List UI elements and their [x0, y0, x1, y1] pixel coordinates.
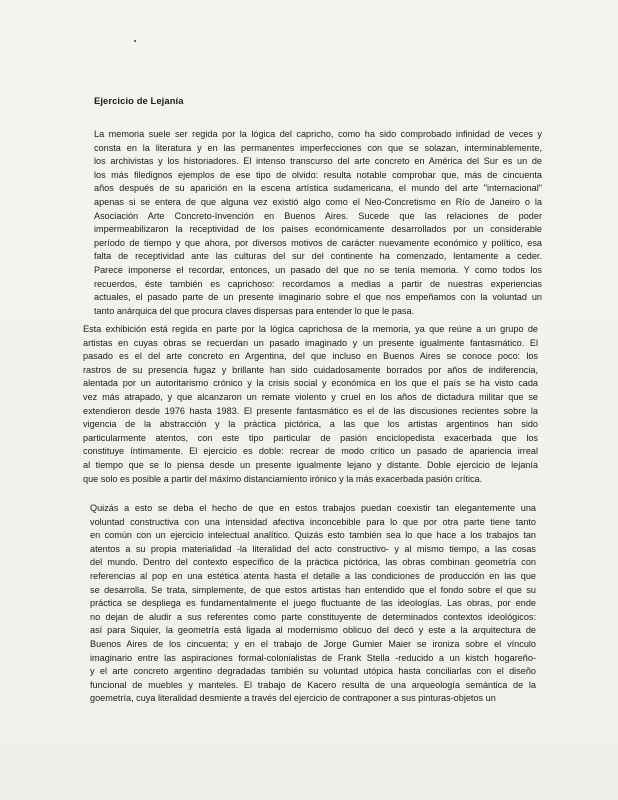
- text-line: Asociación Arte Concreto-Invención en Buenos Aires. Sucede que las relaciones de poder: [94, 210, 542, 221]
- text-line: pasado es el del arte concreto en Argentina, del que incluso en Buenos Aires se conoce poco: los: [83, 351, 538, 362]
- text-line: apenas si se entera de que alguna vez existió algo como el Neo-Concretismo en Río de Janeiro o la: [94, 196, 542, 207]
- text-line: período de tiempo y que ahora, por diversos motivos de carácter nuevamente económico y político, esa: [94, 237, 542, 248]
- text-line: recuerdos, éste también es caprichoso: recordamos a medias a partir de nuestras experiencias: [94, 278, 542, 289]
- text-line: voluntad constructiva con una intensidad afectiva inconcebible para lo que por otra parte tiene tanto: [90, 516, 536, 527]
- text-line: tanto anárquica del que procura claves dispersas para entender lo que le pasa.: [94, 305, 415, 316]
- paragraph-2: [83, 323, 538, 486]
- scan-speck: [134, 40, 136, 42]
- text-line: actuales, el pasado parte de un presente imaginario sobre el que nos empeñamos con la voluntad un: [94, 292, 542, 303]
- text-line: Buenos Aires de los cincuenta; y en el trabajo de Jorge Gumier Maier se ironiza sobre el vínculo: [90, 638, 536, 649]
- text-line: Esta exhibición está regida en parte por la lógica caprichosa de la memoria, ya que reúne a un grupo de: [83, 324, 538, 334]
- text-line: y el arte concreto argentino degradadas también su voluntad utópica hasta conciliarlas con el diseño: [90, 666, 536, 677]
- text-line: funcional de muebles y manteles. El trabajo de Kacero resulta de una arqueología semántica de la: [90, 679, 536, 690]
- text-line: rastros de su presencia fugaz y brillante han sido cuidadosamente borrados por años de indiferencia,: [83, 364, 538, 375]
- text-line: así para Siquier, la geometría está ligada al modernismo oblicuo del decó y este a la arquitectura de: [90, 625, 536, 636]
- text-line: La memoria suele ser regida por la lógica del capricho, como ha sido comprobado infinidad de veces y: [94, 129, 542, 139]
- paragraph-1: [94, 128, 542, 318]
- paragraph-3: [90, 502, 536, 706]
- section-heading: Ejercicio de Lejanía: [94, 95, 184, 106]
- text-line: imaginario entre las aspiraciones formal-colonialistas de Frank Stella -reducido a un kistch hogareño-: [90, 652, 536, 663]
- text-line: falta de receptividad ante las culturas del sur del continente ha comenzado, lentamente a ceder.: [94, 251, 542, 262]
- text-line: consta en la literatura y en las permanentes imperfecciones con que se solazan, interminablemente,: [94, 142, 542, 153]
- text-line: Quizás a esto se deba el hecho de que en estos trabajos puedan coexistir tan elegantemente una: [90, 503, 536, 513]
- text-line: alentada por un autoritarismo crónico y la crisis social y económica en los que el país se ha visto cada: [83, 378, 538, 389]
- text-line: atentos a su propia materialidad -la literalidad del acto constructivo- y al mismo tiempo, a las cosas: [90, 543, 536, 554]
- text-line: particularmente atentos, con este tipo particular de pasión enciclopedista exacerbada que los: [83, 432, 538, 443]
- text-line: años después de su aparición en la escena artística sudamericana, el mundo del arte "internacional": [94, 183, 542, 194]
- text-line: que solo es posible a partir del máximo distanciamiento irónico y la más exacerbada pasión crítica.: [83, 473, 483, 484]
- text-line: se desarrolla. Se trata, simplemente, de que estos artistas han entendido que el fondo sobre el que su: [90, 584, 536, 595]
- text-line: en común con un ejercicio intelectual analítico. Quizás esto también sea lo que hace a los trabajos tan: [90, 530, 536, 541]
- text-line: goemetría, cuya literalidad desmiente a través del ejercicio de contraponer a sus pinturas-objetos un: [90, 693, 496, 704]
- text-line: los archivistas y los historiadores. El intenso transcurso del arte concreto en América del Sur es un de: [94, 156, 542, 167]
- text-line: no dejan de aludir a sus referentes como parte constituyente de determinados contextos ideológicos:: [90, 611, 536, 622]
- text-line: artistas en cuyas obras se recuerdan un pasado imaginado y un presente igualmente fantasmático. El: [83, 337, 538, 348]
- text-line: impermeabilizaron la receptividad de los países económicamente desarrollados por un considerable: [94, 224, 542, 235]
- text-line: al tiempo que se lo piensa desde un presente igualmente lejano y distante. Doble ejercicio de lejanía: [83, 459, 538, 470]
- text-line: Parece imponerse el recordar, entonces, un pasado del que no se tenía memoria. Y como todos los: [94, 264, 542, 275]
- text-line: los más filedignos ejemplos de ese tipo de olvido: resulta notable comprobar que, más de cincuenta: [94, 169, 542, 180]
- text-line: extendieron desde 1976 hasta 1983. El presente fantasmático es el de las discusiones recientes sobre la: [83, 405, 538, 416]
- text-line: vez más atrapado, y que alcanzaron un remate violento y cruel en los años de dictadura militar que se: [83, 391, 538, 402]
- text-line: vigencia de la abstracción y la práctica pictórica, a las que los artistas argentinos han sido: [83, 419, 538, 430]
- text-line: referencias al pop en una estética atenta hasta el detalle a las condiciones de producción en las que: [90, 570, 536, 581]
- text-line: del mundo. Dentro del contexto específico de la práctica pictórica, las obras combinan geometría con: [90, 557, 536, 568]
- text-line: constituye íntimamente. El ejercicio es doble: recrear de modo crítico un pasado de apariencia irreal: [83, 446, 538, 457]
- text-line: práctica se despliega es fundamentalmente el juego fluctuante de las ideologías. Las obras, por ende: [90, 598, 536, 609]
